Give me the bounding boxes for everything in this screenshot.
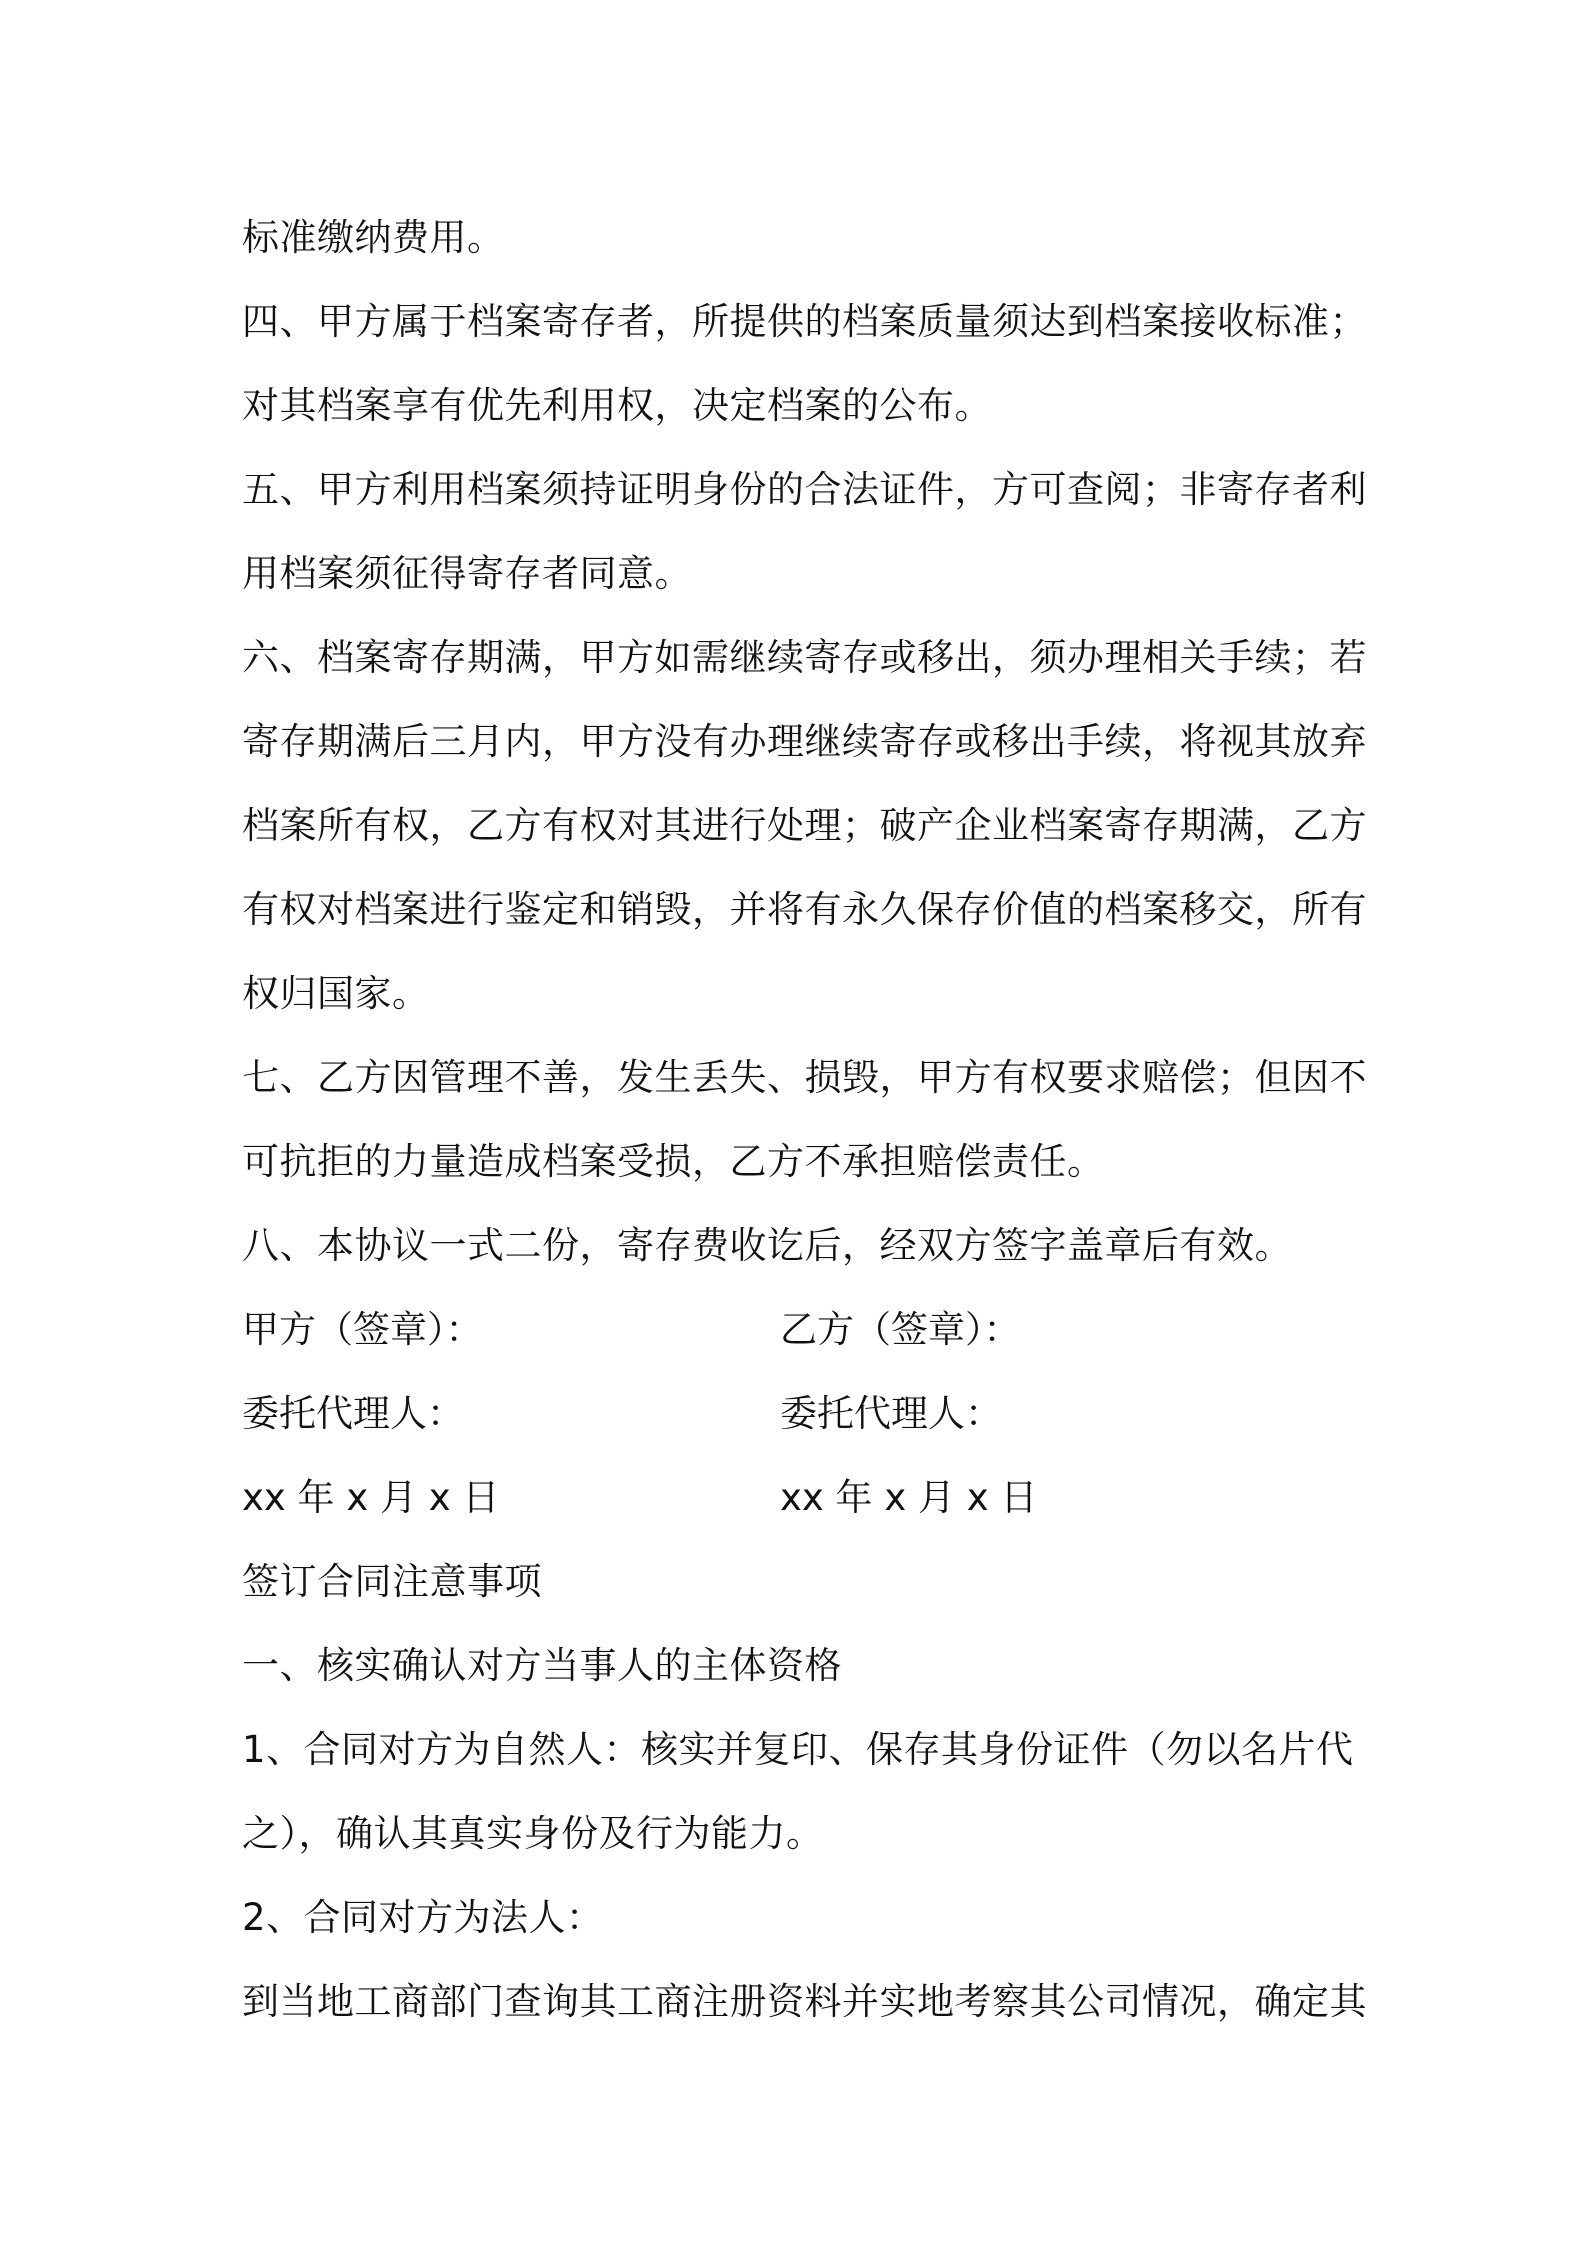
notes-item-one: 1、合同对方为自然人：核实并复印、保存其身份证件（勿以名片代 — [242, 1728, 1354, 1771]
text-line: 档案所有权，乙方有权对其进行处理；破产企业档案寄存期满，乙方 — [242, 804, 1367, 847]
clause-seven: 七、乙方因管理不善，发生丢失、损毁，甲方有权要求赔偿；但因不 — [242, 1056, 1367, 1099]
party-a-signature-label: 甲方（签章）： — [242, 1308, 483, 1351]
clause-eight: 八、本协议一式二份，寄存费收讫后，经双方签字盖章后有效。 — [242, 1224, 1292, 1267]
text-line: 对其档案享有优先利用权，决定档案的公布。 — [242, 384, 992, 427]
notes-heading: 签订合同注意事项 — [242, 1560, 542, 1603]
party-a-agent-label: 委托代理人： — [242, 1392, 464, 1435]
signature-row — [242, 1288, 1362, 1372]
party-a-date: xx 年 x 月 x 日 — [242, 1476, 500, 1519]
text-line: 标准缴纳费用。 — [242, 216, 505, 259]
clause-six: 六、档案寄存期满，甲方如需继续寄存或移出，须办理相关手续；若 — [242, 636, 1367, 679]
party-b-signature-label: 乙方（签章）： — [780, 1308, 1021, 1351]
clause-five: 五、甲方利用档案须持证明身份的合法证件，方可查阅；非寄存者利 — [242, 468, 1367, 511]
text-line: 之），确认其真实身份及行为能力。 — [242, 1812, 824, 1855]
text-line: 权归国家。 — [242, 972, 430, 1015]
agent-row — [242, 1372, 1362, 1456]
text-line: 有权对档案进行鉴定和销毁，并将有永久保存价值的档案移交，所有 — [242, 888, 1367, 931]
date-row — [242, 1456, 1362, 1540]
text-line: 用档案须征得寄存者同意。 — [242, 552, 692, 595]
notes-item-two: 2、合同对方为法人： — [242, 1896, 604, 1939]
text-line: 寄存期满后三月内，甲方没有办理继续寄存或移出手续，将视其放弃 — [242, 720, 1367, 763]
document-body — [242, 196, 1367, 2044]
party-b-date: xx 年 x 月 x 日 — [780, 1476, 1038, 1519]
text-line: 到当地工商部门查询其工商注册资料并实地考察其公司情况，确定其 — [242, 1980, 1367, 2023]
text-line: 可抗拒的力量造成档案受损，乙方不承担赔偿责任。 — [242, 1140, 1105, 1183]
notes-section-one: 一、核实确认对方当事人的主体资格 — [242, 1644, 842, 1687]
clause-four: 四、甲方属于档案寄存者，所提供的档案质量须达到档案接收标准； — [242, 300, 1367, 343]
party-b-agent-label: 委托代理人： — [780, 1392, 1002, 1435]
